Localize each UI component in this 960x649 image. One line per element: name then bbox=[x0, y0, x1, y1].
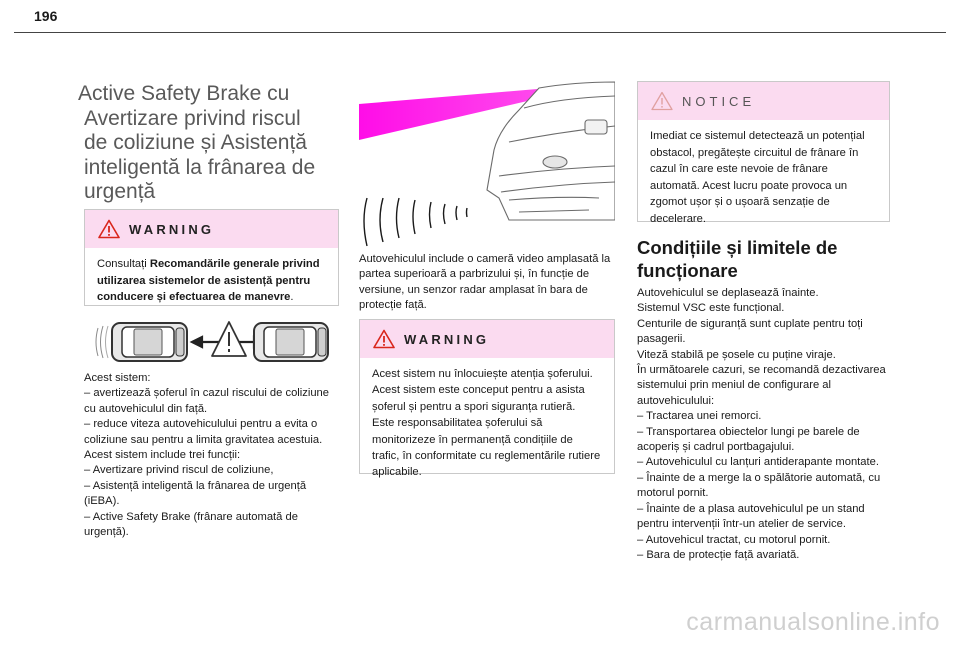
car-left-icon bbox=[112, 323, 187, 361]
warning-box-1 bbox=[84, 209, 339, 306]
list-item: – Autovehicul tractat, cu motorul pornit. bbox=[637, 533, 831, 546]
van-radar-illustration bbox=[359, 80, 615, 250]
notice-header bbox=[638, 82, 889, 120]
text-line: Centurile de siguranță sunt cuplate pentru toți pasagerii. bbox=[637, 317, 863, 346]
warning-text-prefix: Consultați bbox=[97, 258, 150, 270]
warning-triangle-icon bbox=[373, 329, 395, 349]
list-item: – Transportarea obiectelor lungi pe barele de acoperiș și cadrul portbagajului. bbox=[637, 425, 860, 454]
car-right-icon bbox=[254, 323, 328, 361]
warning-label: WARNING bbox=[404, 331, 490, 347]
section-title bbox=[78, 82, 344, 205]
page-number: 196 bbox=[34, 8, 58, 24]
warning-text-suffix: . bbox=[290, 291, 294, 304]
warning-triangle-icon bbox=[212, 322, 246, 356]
title-line: urgență bbox=[84, 180, 156, 203]
text-line: Acest sistem include trei funcții: bbox=[84, 449, 241, 462]
list-item: – Active Safety Brake (frânare automată de urgență). bbox=[84, 510, 298, 539]
list-item: – Asistență inteligentă la frânarea de urgență (iEBA). bbox=[84, 479, 307, 508]
warning-label: WARNING bbox=[129, 221, 215, 237]
top-rule bbox=[14, 32, 946, 33]
text-line: Autovehiculul se deplasează înainte. bbox=[637, 287, 819, 299]
camera-radar-description: Autovehiculul include o cameră video amplasată la partea superioară a parbrizului și, în funcție de versiune, un senzor radar amplasat în bara de protecție față. bbox=[359, 253, 611, 312]
list-item: – Înainte de a merge la o spălătorie automată, cu motorul pornit. bbox=[637, 471, 881, 500]
text-line: În următoarele cazuri, se recomandă dezactivarea sistemului prin meniul de configurare al autovehiculului: bbox=[637, 364, 886, 407]
list-item: – Tractarea unei remorci. bbox=[637, 410, 762, 423]
title-line: Active Safety Brake cu bbox=[78, 82, 290, 105]
list-item: – Bara de protecție față avariată. bbox=[637, 548, 800, 561]
radar-waves bbox=[364, 198, 467, 246]
conditions-list bbox=[637, 286, 890, 563]
system-description bbox=[84, 371, 339, 540]
list-item: – reduce viteza autovehiculului pentru a evita o coliziune sau pentru a limita gravitatea acestuia. bbox=[84, 418, 323, 446]
warning-triangle-icon bbox=[98, 219, 120, 239]
list-item: – Înainte de a plasa autovehiculul pe un stand pentru intervenții într-un atelier de service. bbox=[637, 502, 865, 531]
warning-text bbox=[85, 248, 338, 314]
notice-text: Imediat ce sistemul detectează un potențial obstacol, pregătește circuitul de frânare în cazul în care este nevoie de frânare automată. Acest lucru poate provoca un zgomot ușor și o ușoară senzație de decelerare. bbox=[650, 130, 865, 225]
warning-text-bold: Recomandările generale privind utilizarea sistemelor de asistență pentru conducere și efectuarea de manevre bbox=[97, 258, 320, 304]
warning-box-2 bbox=[359, 319, 615, 479]
title-line: de coliziune și Asistență bbox=[84, 131, 307, 154]
watermark: carmanualsonline.info bbox=[686, 608, 940, 636]
warning-line: Acest sistem este conceput pentru a asista șoferul și pentru a spori siguranța rutieră. bbox=[372, 384, 585, 413]
notice-label: NOTICE bbox=[682, 93, 756, 109]
title-line: Avertizare privind riscul bbox=[84, 106, 301, 130]
text-line: Acest sistem: bbox=[84, 372, 151, 384]
warning-header bbox=[85, 210, 338, 248]
list-item: – Autovehiculul cu lanțuri antiderapante montate. bbox=[637, 456, 879, 469]
list-item: – avertizează șoferul în cazul riscului de coliziune cu autovehiculul din față. bbox=[84, 387, 330, 415]
conditions-heading: Condițiile și limitele de funcționare bbox=[637, 237, 838, 281]
text-line: Sistemul VSC este funcțional. bbox=[637, 302, 785, 315]
warning-header bbox=[360, 320, 614, 358]
list-item: – Avertizare privind riscul de coliziune, bbox=[84, 464, 274, 477]
text-line: Viteză stabilă pe șosele cu puține viraje. bbox=[637, 348, 836, 361]
notice-box bbox=[637, 81, 890, 225]
notice-triangle-icon bbox=[651, 91, 673, 111]
car-collision-illustration bbox=[92, 318, 336, 366]
title-line: inteligentă la frânarea de bbox=[84, 155, 316, 179]
warning-line: Este responsabilitatea șoferului să monitorizeze în permanență condițiile de trafic, în conformitate cu reglementările rutiere aplicabile. bbox=[372, 417, 601, 479]
warning-line: Acest sistem nu înlocuiește atenția șoferului. bbox=[372, 368, 593, 380]
warning-text bbox=[360, 358, 614, 489]
